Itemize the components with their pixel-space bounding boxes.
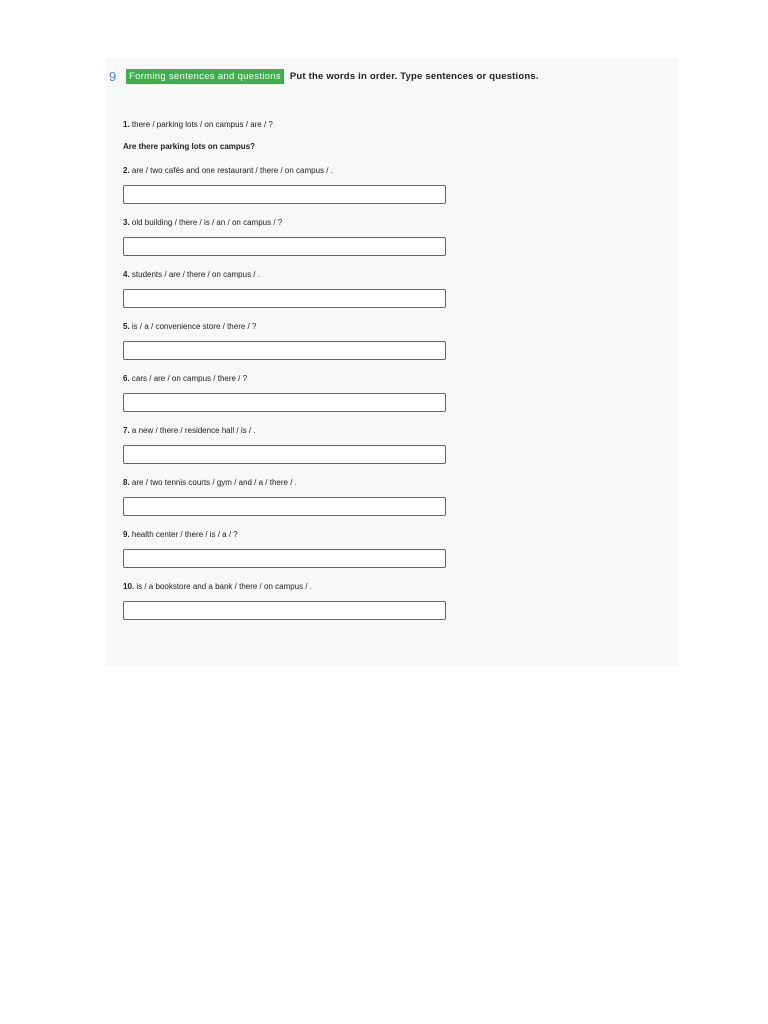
- answer-input-4[interactable]: [123, 289, 446, 308]
- question-number: 6.: [123, 374, 130, 383]
- question-item-9: [123, 530, 463, 568]
- question-item-6: [123, 374, 463, 412]
- question-prompt: [123, 426, 463, 436]
- question-prompt: [123, 530, 463, 540]
- example-answer: Are there parking lots on campus?: [123, 142, 256, 151]
- question-item-7: [123, 426, 463, 464]
- answer-input-10[interactable]: [123, 601, 446, 620]
- question-prompt: [123, 270, 463, 280]
- question-item-3: [123, 218, 463, 256]
- question-words: are / two tennis courts / gym / and / a / there / .: [131, 478, 297, 487]
- exercise-tag: Forming sentences and questions: [126, 69, 284, 84]
- example-number: 1.: [123, 120, 130, 129]
- question-item-8: [123, 478, 463, 516]
- question-number: 9.: [123, 530, 130, 539]
- question-words: are / two cafés and one restaurant / there / on campus / .: [131, 166, 333, 175]
- answer-input-5[interactable]: [123, 341, 446, 360]
- question-item-2: [123, 166, 463, 204]
- question-words: a new / there / residence hall / is / .: [131, 426, 256, 435]
- exercise-instruction: Put the words in order. Type sentences or questions.: [289, 70, 539, 82]
- question-list: [123, 120, 463, 620]
- answer-input-9[interactable]: [123, 549, 446, 568]
- question-number: 2.: [123, 166, 130, 175]
- question-item-5: [123, 322, 463, 360]
- question-item-4: [123, 270, 463, 308]
- question-words: health center / there / is / a / ?: [131, 530, 238, 539]
- question-number: 8.: [123, 478, 130, 487]
- answer-input-7[interactable]: [123, 445, 446, 464]
- question-number: 4.: [123, 270, 130, 279]
- question-words: is / a / convenience store / there / ?: [131, 322, 257, 331]
- question-prompt: [123, 374, 463, 384]
- exercise-header: [109, 68, 539, 84]
- question-words: is / a bookstore and a bank / there / on campus / .: [136, 582, 313, 591]
- question-number: 10.: [123, 582, 135, 591]
- question-item-10: [123, 582, 463, 620]
- example-item: [123, 120, 463, 152]
- question-number: 5.: [123, 322, 130, 331]
- answer-input-6[interactable]: [123, 393, 446, 412]
- answer-input-2[interactable]: [123, 185, 446, 204]
- exercise-number: 9: [109, 68, 117, 84]
- question-prompt: [123, 322, 463, 332]
- question-prompt: [123, 478, 463, 488]
- question-prompt: [123, 218, 463, 228]
- example-prompt: [123, 120, 463, 130]
- question-prompt: [123, 582, 463, 592]
- question-words: cars / are / on campus / there / ?: [131, 374, 248, 383]
- question-number: 7.: [123, 426, 130, 435]
- question-words: students / are / there / on campus / .: [131, 270, 260, 279]
- example-words: there / parking lots / on campus / are / ?: [131, 120, 273, 129]
- answer-input-3[interactable]: [123, 237, 446, 256]
- question-words: old building / there / is / an / on campus / ?: [131, 218, 283, 227]
- exercise-panel: [106, 58, 678, 666]
- question-prompt: [123, 166, 463, 176]
- question-number: 3.: [123, 218, 130, 227]
- answer-input-8[interactable]: [123, 497, 446, 516]
